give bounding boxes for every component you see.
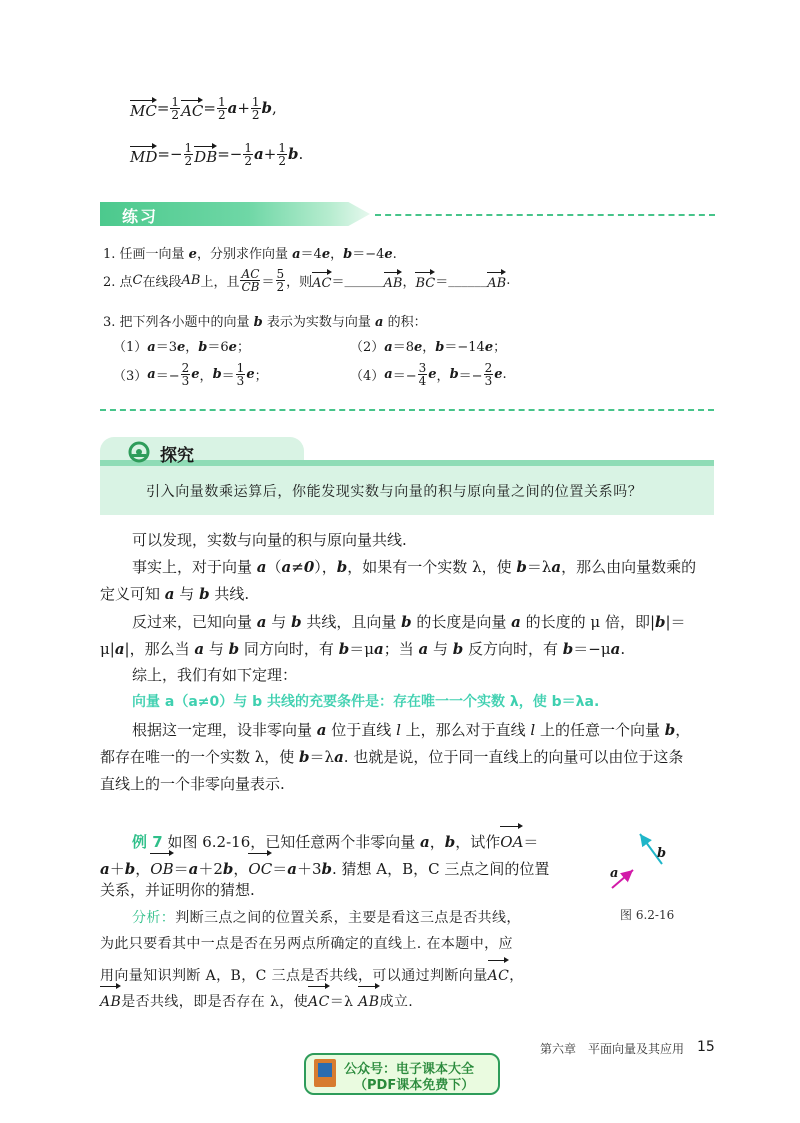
formula-mc: MC = $\frac{1}{2}$ AC = $\frac{1}{2}$ a + $\frac{1}{2}$ b , <box>130 95 277 122</box>
figure-vectors <box>600 828 680 898</box>
analysis-line-4: AB是否共线，即是否存在 λ，使AC＝λ AB成立. <box>100 984 413 1014</box>
analysis-line-2: 为此只要看其中一点是否在另两点所确定的直线上. 在本题中，应 <box>100 936 513 952</box>
practice-end-dash-line <box>100 409 714 411</box>
body-p8: 都存在唯一的一个实数 λ，使 b＝λa. 也就是说，位于同一直线上的向量可以由位于这条 <box>100 748 684 766</box>
theorem: 向量 a（a≠0）与 b 共线的充要条件是：存在唯一一个实数 λ，使 b＝λa. <box>132 694 600 710</box>
explore-box <box>100 437 714 515</box>
exercise-3: 3. 把下列各小题中的向量 b 表示为实数与向量 a 的积： <box>103 315 427 330</box>
body-p5: μ|a|，那么当 a 与 b 同方向时，有 b＝μa；当 a 与 b 反方向时，有 b＝−μa. <box>100 640 626 658</box>
example-line-2: a＋b，OB＝a＋2b，OC＝a＋3b. 猜想 A，B，C 三点之间的位置 <box>100 851 549 881</box>
footer-chapter: 第六章 平面向量及其应用 <box>540 1042 685 1056</box>
exercise-3-item-3: （3） a ＝− $\frac{2}{3}$ e ， b ＝ $\frac{1}{3}$ e ； <box>113 361 268 388</box>
example-label: 例 7 <box>132 833 163 851</box>
body-p4: 反过来，已知向量 a 与 b 共线，且向量 b 的长度是向量 a 的长度的 μ 倍，即|b|＝ <box>132 613 686 631</box>
vector-ac: AC <box>181 98 203 119</box>
body-p9: 直线上的一个非零向量表示. <box>100 775 285 793</box>
explore-icon <box>128 441 150 463</box>
exercise-1: 1. 任画一向量 e，分别求作向量 a＝4e，b＝−4e. <box>103 247 397 262</box>
figure-caption: 图 6.2-16 <box>620 908 675 922</box>
example-line-1: 例 7 如图 6.2-16，已知任意两个非零向量 a，b，试作OA＝ <box>132 824 538 854</box>
formula-md: MD =− $\frac{1}{2}$ DB =− $\frac{1}{2}$ a + $\frac{1}{2}$ b . <box>130 141 304 168</box>
practice-dash-line <box>375 214 715 216</box>
vector-md: MD <box>130 144 157 165</box>
example-line-3: 关系，并证明你的猜想. <box>100 881 255 899</box>
body-p2: 事实上，对于向量 a（a≠0），b，如果有一个实数 λ，使 b＝λa，那么由向量数乘的 <box>132 558 697 576</box>
explore-title: 探究 <box>160 446 194 466</box>
analysis-line-1: 分析：判断三点之间的位置关系，主要是看这三点是否共线， <box>132 910 521 926</box>
body-p6: 综上，我们有如下定理： <box>132 666 298 684</box>
exercise-3-item-4: （4） a ＝− $\frac{3}{4}$ e ， b ＝− $\frac{2}{3}$ e . <box>350 361 507 388</box>
blank-2[interactable]: ______ <box>448 273 488 288</box>
analysis-line-3: 用向量知识判断 A，B，C 三点是否共线，可以通过判断向量AC， <box>100 958 524 988</box>
practice-header <box>100 202 720 226</box>
body-p7: 根据这一定理，设非零向量 a 位于直线 l 上，那么对于直线 l 上的任意一个向量 b， <box>132 721 691 739</box>
book-icon <box>314 1059 336 1087</box>
analysis-label: 分析： <box>132 910 176 926</box>
vector-db: DB <box>194 144 217 165</box>
exercise-3-item-2: （2）a＝8e，b＝−14e； <box>350 340 507 355</box>
practice-title: 练习 <box>122 207 159 226</box>
watermark-banner: 公众号：电子课本大全 （PDF课本免费下） <box>304 1053 500 1095</box>
blank-1[interactable]: ______ <box>344 273 384 288</box>
vector-mc: MC <box>130 98 157 119</box>
body-p1: 可以发现，实数与向量的积与原向量共线. <box>132 531 407 549</box>
exercise-3-item-1: （1）a＝3e，b＝6e； <box>113 340 250 355</box>
body-p3: 定义可知 a 与 b 共线. <box>100 585 250 603</box>
figure-label-b: b <box>657 846 667 861</box>
figure-label-a: a <box>610 866 619 881</box>
explore-question: 引入向量数乘运算后，你能发现实数与向量的积与原向量之间的位置关系吗？ <box>146 484 643 500</box>
exercise-2: 2. 点 C 在线段 AB 上，且 $\frac{AC}{CB}$ ＝ $\frac{5}{2}$ ，则 AC ＝ ______ AB ， BC ＝ ______ AB . <box>103 267 511 294</box>
page-number: 15 <box>697 1039 715 1055</box>
